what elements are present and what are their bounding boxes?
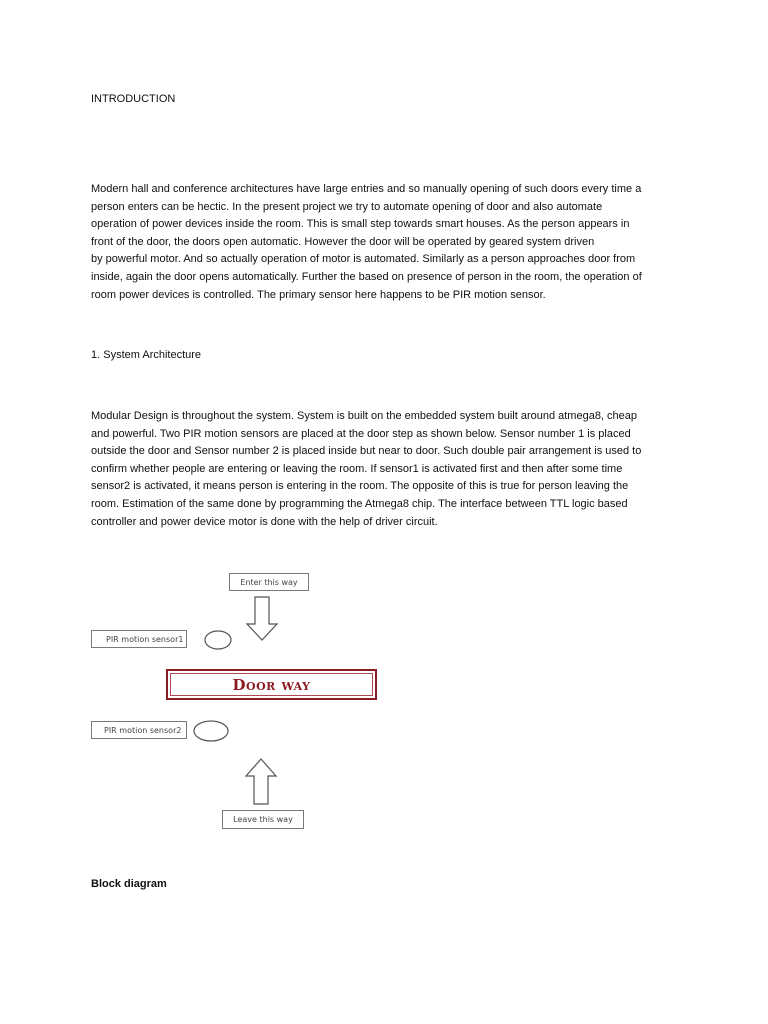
text-line: front of the door, the doors open automatic. However the door will be operated by geared system driven xyxy=(91,235,595,248)
pir-motion-sensor1-box: PIR motion sensor1 xyxy=(91,630,187,648)
text-line: room. Estimation of the same done by programming the Atmega8 chip. The interface between TTL logic based xyxy=(91,497,628,510)
text-line: confirm whether people are entering or leaving the room. If sensor1 is activated first and then after some time xyxy=(91,462,623,475)
text-line: person enters can be hectic. In the present project we try to automate opening of door and also automate xyxy=(91,200,603,213)
text-line: outside the door and Sensor number 2 is placed inside but near to door. Such double pair arrangement is used to xyxy=(91,445,642,458)
enter-this-way-box: Enter this way xyxy=(229,573,309,591)
block-diagram-heading: Block diagram xyxy=(91,878,167,890)
text-line: controller and power device motor is done with the help of driver circuit. xyxy=(91,515,438,528)
text-line: operation of power devices inside the room. This is small step towards smart houses. As the person appears in xyxy=(91,218,630,231)
text-line: and powerful. Two PIR motion sensors are placed at the door step as shown below. Sensor number 1 is placed xyxy=(91,427,631,440)
door-way-box: Door way xyxy=(166,669,377,700)
introduction-heading: INTRODUCTION xyxy=(91,93,176,105)
leave-this-way-box: Leave this way xyxy=(222,810,304,829)
system-architecture-heading: 1. System Architecture xyxy=(91,349,202,361)
text-line: room power devices is controlled. The primary sensor here happens to be PIR motion sensor. xyxy=(91,288,546,301)
text-line: sensor2 is activated, it means person is entering in the room. The opposite of this is true for person leaving the xyxy=(91,480,629,493)
down-arrow-icon xyxy=(245,596,279,642)
text-line: Modern hall and conference architectures have large entries and so manually opening of such doors every time a xyxy=(91,183,642,195)
system-architecture-paragraph xyxy=(91,408,691,531)
introduction-paragraph xyxy=(91,181,691,304)
up-arrow-icon xyxy=(244,758,278,806)
pir-motion-sensor2-box: PIR motion sensor2 xyxy=(91,721,187,739)
sensor1-ellipse-icon xyxy=(204,630,232,650)
text-line: Modular Design is throughout the system. System is built on the embedded system built around atmega8, cheap xyxy=(91,410,638,422)
text-line: inside, again the door opens automatically. Further the based on presence of person in the room, the operation of xyxy=(91,270,642,283)
sensor2-ellipse-icon xyxy=(193,720,229,742)
text-line: by powerful motor. And so actually operation of motor is automated. Similarly as a person approaches door from xyxy=(91,253,636,266)
